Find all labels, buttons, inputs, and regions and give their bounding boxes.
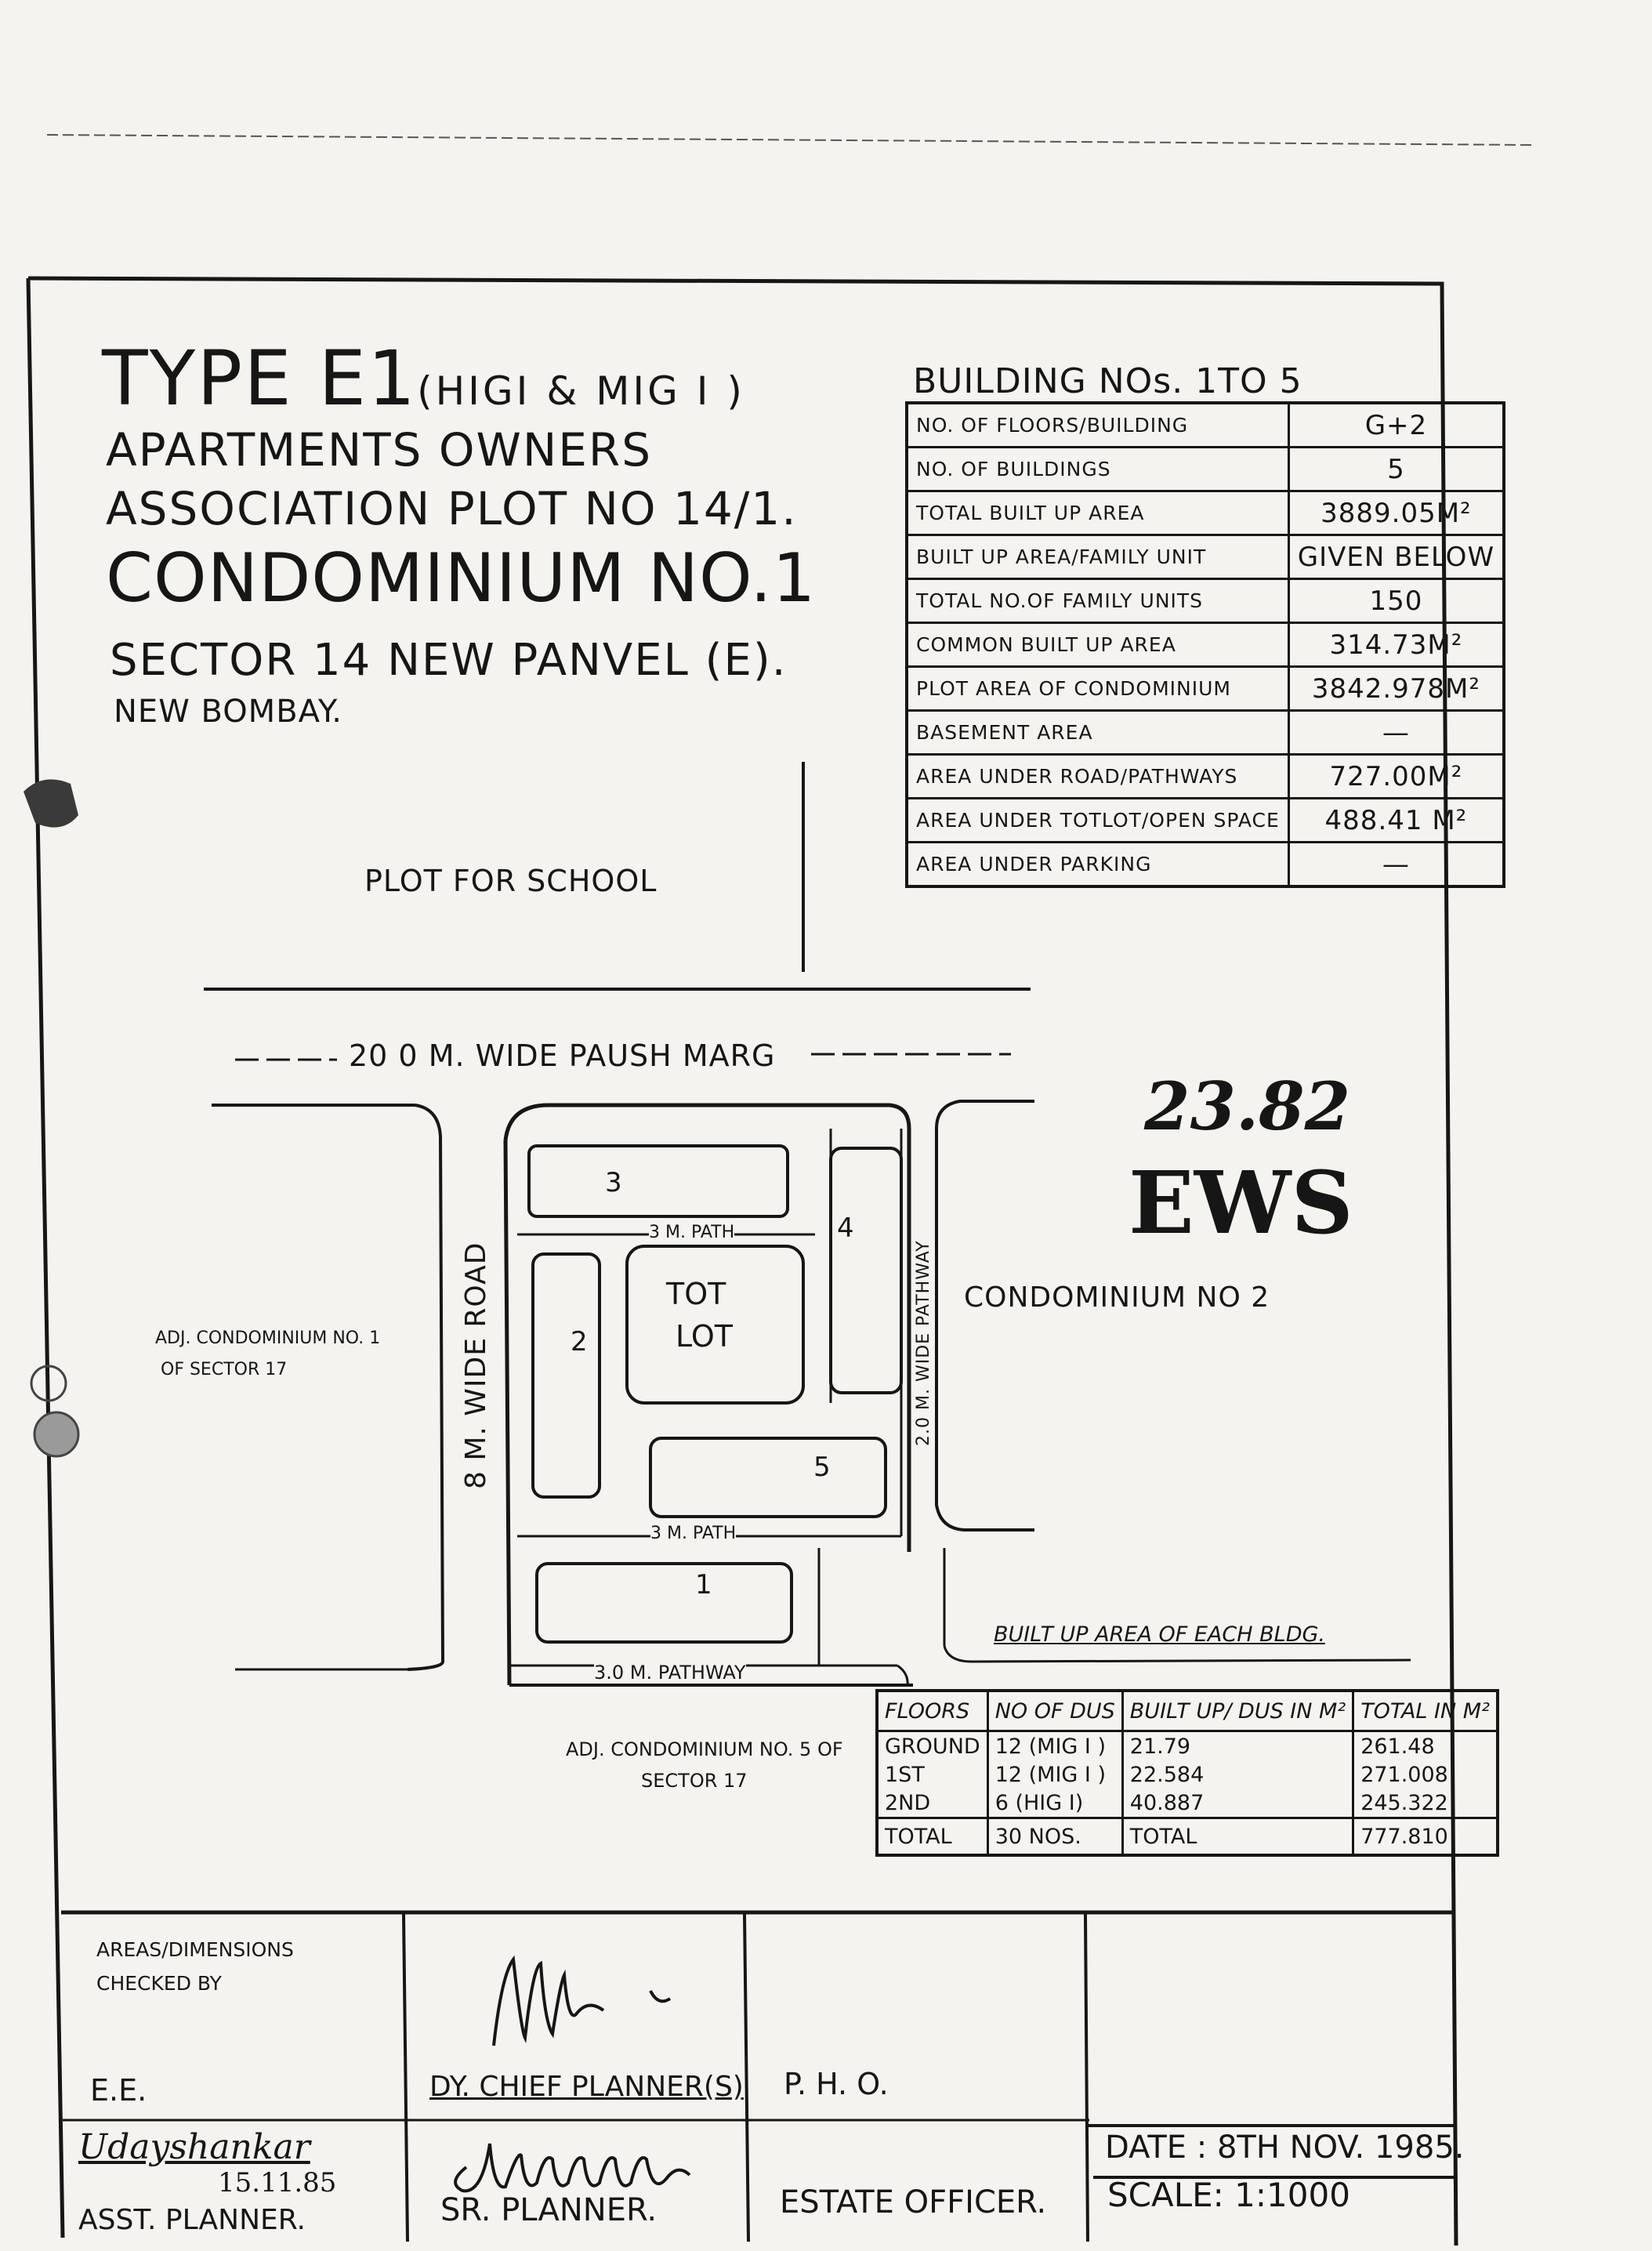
- condominium-2-label: CONDOMINIUM NO 2: [964, 1281, 1270, 1314]
- spec-label: BASEMENT AREA: [907, 711, 1288, 755]
- building-label-4: 4: [837, 1212, 854, 1244]
- ee-label: E.E.: [90, 2073, 147, 2108]
- main-road-label: 20 0 M. WIDE PAUSH MARG: [349, 1039, 776, 1073]
- title-line1: TYPE E1(HIGI & MIG I ): [102, 335, 745, 422]
- title-note: (HIGI & MIG I ): [417, 368, 745, 414]
- asst-planner-label: ASST. PLANNER.: [78, 2204, 306, 2236]
- spec-label: BUILT UP AREA/FAMILY UNIT: [907, 535, 1288, 579]
- title-city: NEW BOMBAY.: [114, 694, 342, 730]
- spec-label: NO. OF BUILDINGS: [907, 448, 1288, 491]
- spec-value: —: [1288, 843, 1504, 887]
- floor-table-cell: 12 (MIG I ): [987, 1731, 1122, 1761]
- floor-table-cell: 6 (HIG I): [987, 1789, 1122, 1818]
- spec-label: TOTAL NO.OF FAMILY UNITS: [907, 579, 1288, 623]
- building-label-3: 3: [605, 1167, 622, 1198]
- pho-label: P. H. O.: [784, 2067, 889, 2101]
- floor-table-row: [877, 1731, 1498, 1761]
- spec-value: GIVEN BELOW: [1288, 535, 1504, 579]
- floor-table-row: [877, 1691, 1498, 1731]
- floor-table-cell: 271.008: [1353, 1760, 1498, 1789]
- checked-by-label-2: CHECKED BY: [96, 1972, 222, 1995]
- scale-label: SCALE: 1:1000: [1107, 2176, 1350, 2214]
- adj-bottom-label-1: ADJ. CONDOMINIUM NO. 5 OF: [566, 1738, 843, 1760]
- pathway-right-label: 2.0 M. WIDE PATHWAY: [914, 1240, 933, 1446]
- floor-table-caption: BUILT UP AREA OF EACH BLDG.: [994, 1622, 1325, 1647]
- checked-by-label-1: AREAS/DIMENSIONS: [96, 1938, 294, 1961]
- adj-left-label-2: OF SECTOR 17: [161, 1360, 288, 1379]
- spec-value: 314.73M²: [1288, 623, 1504, 667]
- floor-table-cell: 1ST: [877, 1760, 987, 1789]
- tot-lot-label-1: TOT: [666, 1277, 726, 1311]
- path-label-top: 3 M. PATH: [649, 1223, 735, 1242]
- floor-table-cell: 245.322: [1353, 1789, 1498, 1818]
- spec-row: [907, 579, 1504, 623]
- title-condominium: CONDOMINIUM NO.1: [106, 539, 817, 618]
- spec-label: AREA UNDER PARKING: [907, 843, 1288, 887]
- spec-label: AREA UNDER TOTLOT/OPEN SPACE: [907, 799, 1288, 843]
- floor-table-cell: 2ND: [877, 1789, 987, 1818]
- spec-row: [907, 623, 1504, 667]
- spec-row: [907, 448, 1504, 491]
- floor-table-cell: TOTAL: [877, 1818, 987, 1856]
- asst-planner-signature: Udayshankar: [78, 2127, 310, 2167]
- pathway-bottom-label: 3.0 M. PATHWAY: [594, 1662, 746, 1684]
- side-road-label: 8 M. WIDE ROAD: [460, 1241, 492, 1489]
- title-line2: APARTMENTS OWNERS: [106, 423, 653, 477]
- adj-left-label-1: ADJ. CONDOMINIUM NO. 1: [155, 1328, 381, 1348]
- signature-dy-chief-planner: [478, 1944, 682, 2061]
- handwritten-value: 23.82: [1144, 1068, 1351, 1145]
- spec-value: 3889.05M²: [1288, 491, 1504, 535]
- floor-table: [875, 1689, 1499, 1857]
- spec-value: 150: [1288, 579, 1504, 623]
- floor-table-cell: 12 (MIG I ): [987, 1760, 1122, 1789]
- date-label: DATE : 8TH NOV. 1985.: [1105, 2130, 1465, 2166]
- handwritten-tag: EWS: [1129, 1152, 1353, 1253]
- floor-table-cell: FLOORS: [877, 1691, 987, 1731]
- path-label-mid: 3 M. PATH: [650, 1524, 737, 1543]
- spec-row: [907, 667, 1504, 711]
- spec-value: G+2: [1288, 403, 1504, 448]
- floor-table-row: [877, 1818, 1498, 1856]
- floor-table-cell: 261.48: [1353, 1731, 1498, 1761]
- spec-heading: BUILDING NOs. 1TO 5: [913, 361, 1302, 401]
- floor-table-cell: 40.887: [1122, 1789, 1353, 1818]
- sr-planner-label: SR. PLANNER.: [440, 2192, 658, 2228]
- spec-row: [907, 755, 1504, 799]
- tot-lot-label-2: LOT: [676, 1319, 733, 1354]
- floor-table-cell: GROUND: [877, 1731, 987, 1761]
- spec-label: COMMON BUILT UP AREA: [907, 623, 1288, 667]
- asst-planner-date: 15.11.85: [218, 2167, 337, 2198]
- plot-for-school-label: PLOT FOR SCHOOL: [364, 864, 658, 898]
- building-label-1: 1: [695, 1569, 712, 1600]
- spec-value: 727.00M²: [1288, 755, 1504, 799]
- spec-label: TOTAL BUILT UP AREA: [907, 491, 1288, 535]
- spec-row: [907, 535, 1504, 579]
- floor-table-cell: 30 NOS.: [987, 1818, 1122, 1856]
- spec-row: [907, 491, 1504, 535]
- building-spec-table: [905, 401, 1505, 888]
- spec-value: 488.41 M²: [1288, 799, 1504, 843]
- floor-table-row: [877, 1760, 1498, 1789]
- spec-row: [907, 711, 1504, 755]
- spec-value: 5: [1288, 448, 1504, 491]
- building-label-5: 5: [813, 1452, 831, 1483]
- building-label-2: 2: [571, 1326, 588, 1357]
- title-sector: SECTOR 14 NEW PANVEL (E).: [110, 635, 788, 686]
- spec-value: —: [1288, 711, 1504, 755]
- dy-chief-planner-label: DY. CHIEF PLANNER(S): [429, 2071, 744, 2103]
- floor-table-row: [877, 1789, 1498, 1818]
- spec-label: NO. OF FLOORS/BUILDING: [907, 403, 1288, 448]
- floor-table-cell: TOTAL IN M²: [1353, 1691, 1498, 1731]
- spec-label: PLOT AREA OF CONDOMINIUM: [907, 667, 1288, 711]
- spec-row: [907, 403, 1504, 448]
- spec-row: [907, 799, 1504, 843]
- floor-table-cell: NO OF DUS: [987, 1691, 1122, 1731]
- estate-officer-label: ESTATE OFFICER.: [780, 2184, 1047, 2220]
- spec-row: [907, 843, 1504, 887]
- spec-value: 3842.978M²: [1288, 667, 1504, 711]
- floor-table-cell: 22.584: [1122, 1760, 1353, 1789]
- floor-table-cell: BUILT UP/ DUS IN M²: [1122, 1691, 1353, 1731]
- adj-bottom-label-2: SECTOR 17: [641, 1770, 748, 1792]
- floor-table-cell: TOTAL: [1122, 1818, 1353, 1856]
- title-line3: ASSOCIATION PLOT NO 14/1.: [106, 482, 798, 535]
- floor-table-cell: 777.810: [1353, 1818, 1498, 1856]
- floor-table-cell: 21.79: [1122, 1731, 1353, 1761]
- spec-label: AREA UNDER ROAD/PATHWAYS: [907, 755, 1288, 799]
